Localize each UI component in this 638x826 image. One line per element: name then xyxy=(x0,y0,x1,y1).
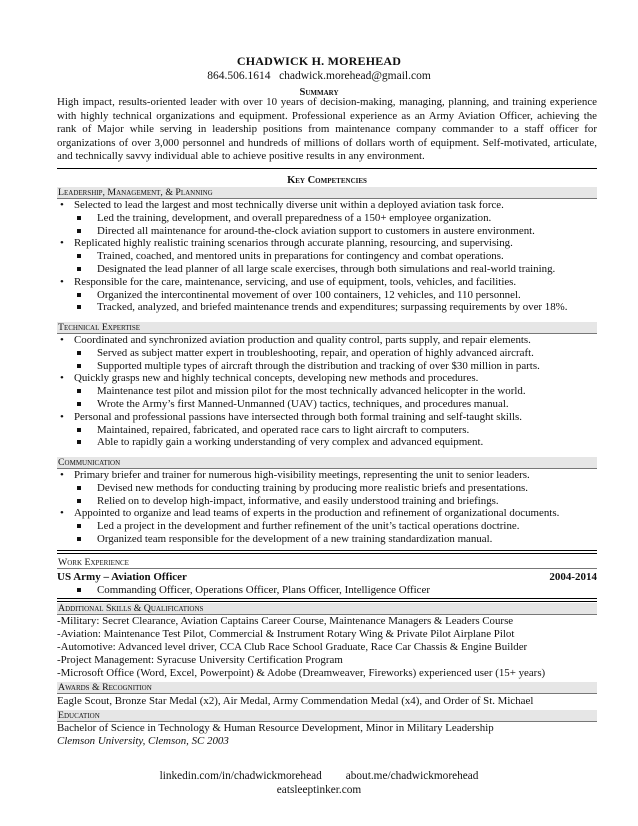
aboutme-link[interactable]: about.me/chadwickmorehead xyxy=(345,770,479,782)
list-item: • Responsible for the care, maintenance, servicing, and use of equipment, tools, vehicles, and facilities. xyxy=(57,276,597,289)
sub-list-item: Designated the lead planner of all large scale exercises, through both simulations and real-world training. xyxy=(57,263,597,276)
section-heading-skills: Additional Skills & Qualifications xyxy=(57,603,597,615)
awards-text: Eagle Scout, Bronze Star Medal (x2), Air Medal, Army Commendation Medal (x4), and Order of St. Michael xyxy=(57,695,534,707)
list-item: • Replicated highly realistic training scenarios through accurate planning, resourcing, and supervising. xyxy=(57,237,597,250)
resume-header xyxy=(0,54,638,99)
school: Clemson University, Clemson, SC 2003 xyxy=(57,734,229,747)
contact-line xyxy=(0,69,638,83)
summary-heading: Summary xyxy=(299,87,339,98)
skill-line: -Project Management: Syracuse University Certification Program xyxy=(57,653,343,666)
key-competencies-heading: Key Competencies xyxy=(287,175,367,186)
section-heading-awards: Awards & Recognition xyxy=(57,682,597,694)
section-heading-technical: Technical Expertise xyxy=(57,322,597,334)
skill-line: -Automotive: Advanced level driver, CCA Club Race School Graduate, Race Car Chassis & Engine Builder xyxy=(57,640,528,653)
list-item: • Quickly grasps new and highly technical concepts, developing new methods and procedures. xyxy=(57,372,597,385)
sub-list-item: Trained, coached, and mentored units in preparations for contingency and combat operations. xyxy=(57,250,597,263)
sub-list-item: Directed all maintenance for around-the-clock aviation support to customers in austere environment. xyxy=(57,225,597,238)
sub-list-item: Relied on to develop high-impact, informative, and easily understood training and briefings. xyxy=(57,495,597,508)
sub-list-item: Led a project in the development and further refinement of the unit’s tactical operations doctrine. xyxy=(57,520,597,533)
website-link[interactable]: eatsleeptinker.com xyxy=(276,784,362,796)
sub-list-item: Devised new methods for conducting training by producing more realistic briefs and presentations. xyxy=(57,482,597,495)
sub-list-item: Supported multiple types of aircraft through the distribution and tracking of over $30 million in parts. xyxy=(57,360,597,373)
competencies-divider xyxy=(57,550,597,554)
list-item: • Personal and professional passions have intersected through both formal training and self-taught skills. xyxy=(57,411,597,424)
section-heading-leadership: Leadership, Management, & Planning xyxy=(57,187,597,199)
leadership-list xyxy=(57,199,597,314)
work-entry-title xyxy=(57,571,597,584)
degree: Bachelor of Science in Technology & Human Resource Development, Minor in Military Leadership xyxy=(57,722,494,734)
work-list xyxy=(57,584,597,597)
employer-title: US Army – Aviation Officer xyxy=(57,571,187,583)
phone-number: 864.506.1614 xyxy=(207,70,271,82)
sub-list-item: Maintained, repaired, fabricated, and operated race cars to light aircraft to computers. xyxy=(57,424,597,437)
linkedin-link[interactable]: linkedin.com/in/chadwickmorehead xyxy=(159,770,322,782)
section-heading-education: Education xyxy=(57,710,597,722)
communication-list xyxy=(57,469,597,546)
education-block xyxy=(57,722,597,748)
list-item: • Primary briefer and trainer for numerous high-visibility meetings, representing the unit to senior leaders. xyxy=(57,469,597,482)
sub-list-item: Led the training, development, and overall preparedness of a 150+ employee organization. xyxy=(57,212,597,225)
sub-list-item: Tracked, analyzed, and briefed maintenance trends and expenditures; surpassing requirements by over 18%. xyxy=(57,301,597,314)
list-item: • Appointed to organize and lead teams of experts in the production and refinement of organizational documents. xyxy=(57,507,597,520)
sub-list-item: Wrote the Army’s first Manned-Unmanned (UAV) tactics, techniques, and procedures manual. xyxy=(57,398,597,411)
skill-line: -Microsoft Office (Word, Excel, Powerpoint) & Adobe (Dreamweaver, Fireworks) experienced user (15+ years) xyxy=(57,666,546,679)
skills-list xyxy=(57,615,597,680)
skill-line: -Aviation: Maintenance Test Pilot, Commercial & Instrument Rotary Wing & Private Pilot Airplane Pilot xyxy=(57,627,515,640)
sub-list-item: Able to rapidly gain a working understanding of very complex and advanced equipment. xyxy=(57,436,597,449)
technical-list xyxy=(57,334,597,449)
footer-links xyxy=(0,769,638,797)
sub-list-item: Maintenance test pilot and mission pilot for the most technically advanced helicopter in the world. xyxy=(57,385,597,398)
email-address[interactable]: chadwick.morehead@gmail.com xyxy=(279,70,431,82)
sub-list-item: Organized team responsible for the development of a new training standardization manual. xyxy=(57,533,597,546)
skill-line: -Military: Secret Clearance, Aviation Captains Career Course, Maintenance Managers & Leaders Course xyxy=(57,615,514,627)
sub-list-item: Served as subject matter expert in troubleshooting, repair, and operation of highly advanced aircraft. xyxy=(57,347,597,360)
sub-list-item: Commanding Officer, Operations Officer, Plans Officer, Intelligence Officer xyxy=(57,584,597,597)
candidate-name: CHADWICK H. MOREHEAD xyxy=(236,54,402,68)
work-dates: 2004-2014 xyxy=(549,571,597,583)
work-divider xyxy=(57,598,597,602)
summary-divider xyxy=(57,168,597,169)
summary-text: High impact, results-oriented leader with over 10 years of decision-making, managing, planning, and training experience with highly technical organizations and equipment. Professional experience as an Army Aviation Officer, achieving the rank of Major while serving in leadership positions from maintenance company commander to a staff officer for organizations of over 3,000 personnel and hundreds of millions of dollars worth of equipment. Self-motivated, articulate, and technically savvy individual able to achieve positive results in any environment. xyxy=(57,96,597,163)
list-item: • Coordinated and synchronized aviation production and quality control, parts supply, and repair elements. xyxy=(57,334,597,347)
sub-list-item: Organized the intercontinental movement of over 100 containers, 12 vehicles, and 110 personnel. xyxy=(57,289,597,302)
section-heading-work: Work Experience xyxy=(57,557,597,569)
section-heading-communication: Communication xyxy=(57,457,597,469)
list-item: • Selected to lead the largest and most technically diverse unit within a deployed aviation task force. xyxy=(57,199,597,212)
